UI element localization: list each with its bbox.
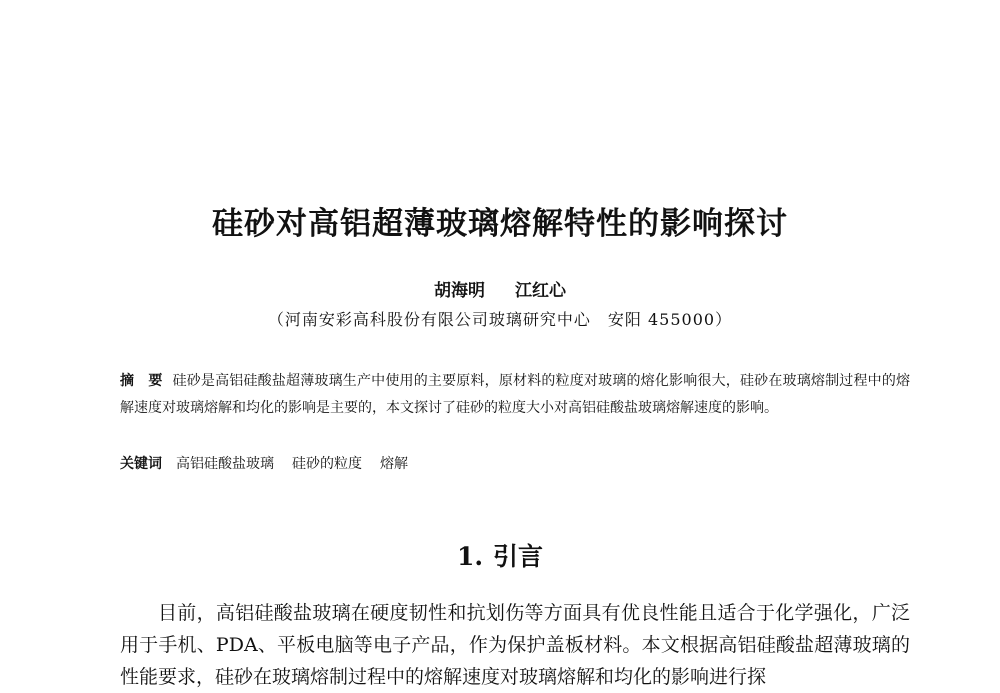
keywords [120,453,910,473]
affiliation: （河南安彩高科股份有限公司玻璃研究中心 安阳 455000） [267,310,733,329]
abstract-text: 硅砂是高铝硅酸盐超薄玻璃生产中使用的主要原料，原材料的粒度对玻璃的熔化影响很大，硅砂在玻璃熔制过程中的熔解速度对玻璃熔解和均化的影响是主要的，本文探讨了硅砂的粒度大小对高铝硅酸盐玻璃熔解速度的影响。 [120,373,911,416]
section-title: 引言 [493,542,544,571]
section-heading [0,537,1000,573]
author-name: 江红心 [515,281,566,301]
keyword: 高铝硅酸盐玻璃 [176,456,274,472]
body-paragraph: 目前，高铝硅酸盐玻璃在硬度韧性和抗划伤等方面具有优良性能且适合于化学强化，广泛用于手机、PDA、平板电脑等电子产品，作为保护盖板材料。本文根据高铝硅酸盐超薄玻璃的性能要求，硅砂在玻璃熔制过程中的熔解速度对玻璃熔解和均化的影响进行探 [120,602,910,688]
author-name: 胡海明 [434,281,485,301]
abstract-label: 摘 要 [120,373,163,389]
keywords-label: 关键词 [120,456,162,472]
paper-title: 硅砂对高铝超薄玻璃熔解特性的影响探讨 [212,206,788,242]
abstract [120,368,910,422]
section-number: 1. [456,542,484,571]
keyword: 硅砂的粒度 [292,456,362,472]
keyword: 熔解 [380,456,408,472]
author-list [0,276,1000,301]
